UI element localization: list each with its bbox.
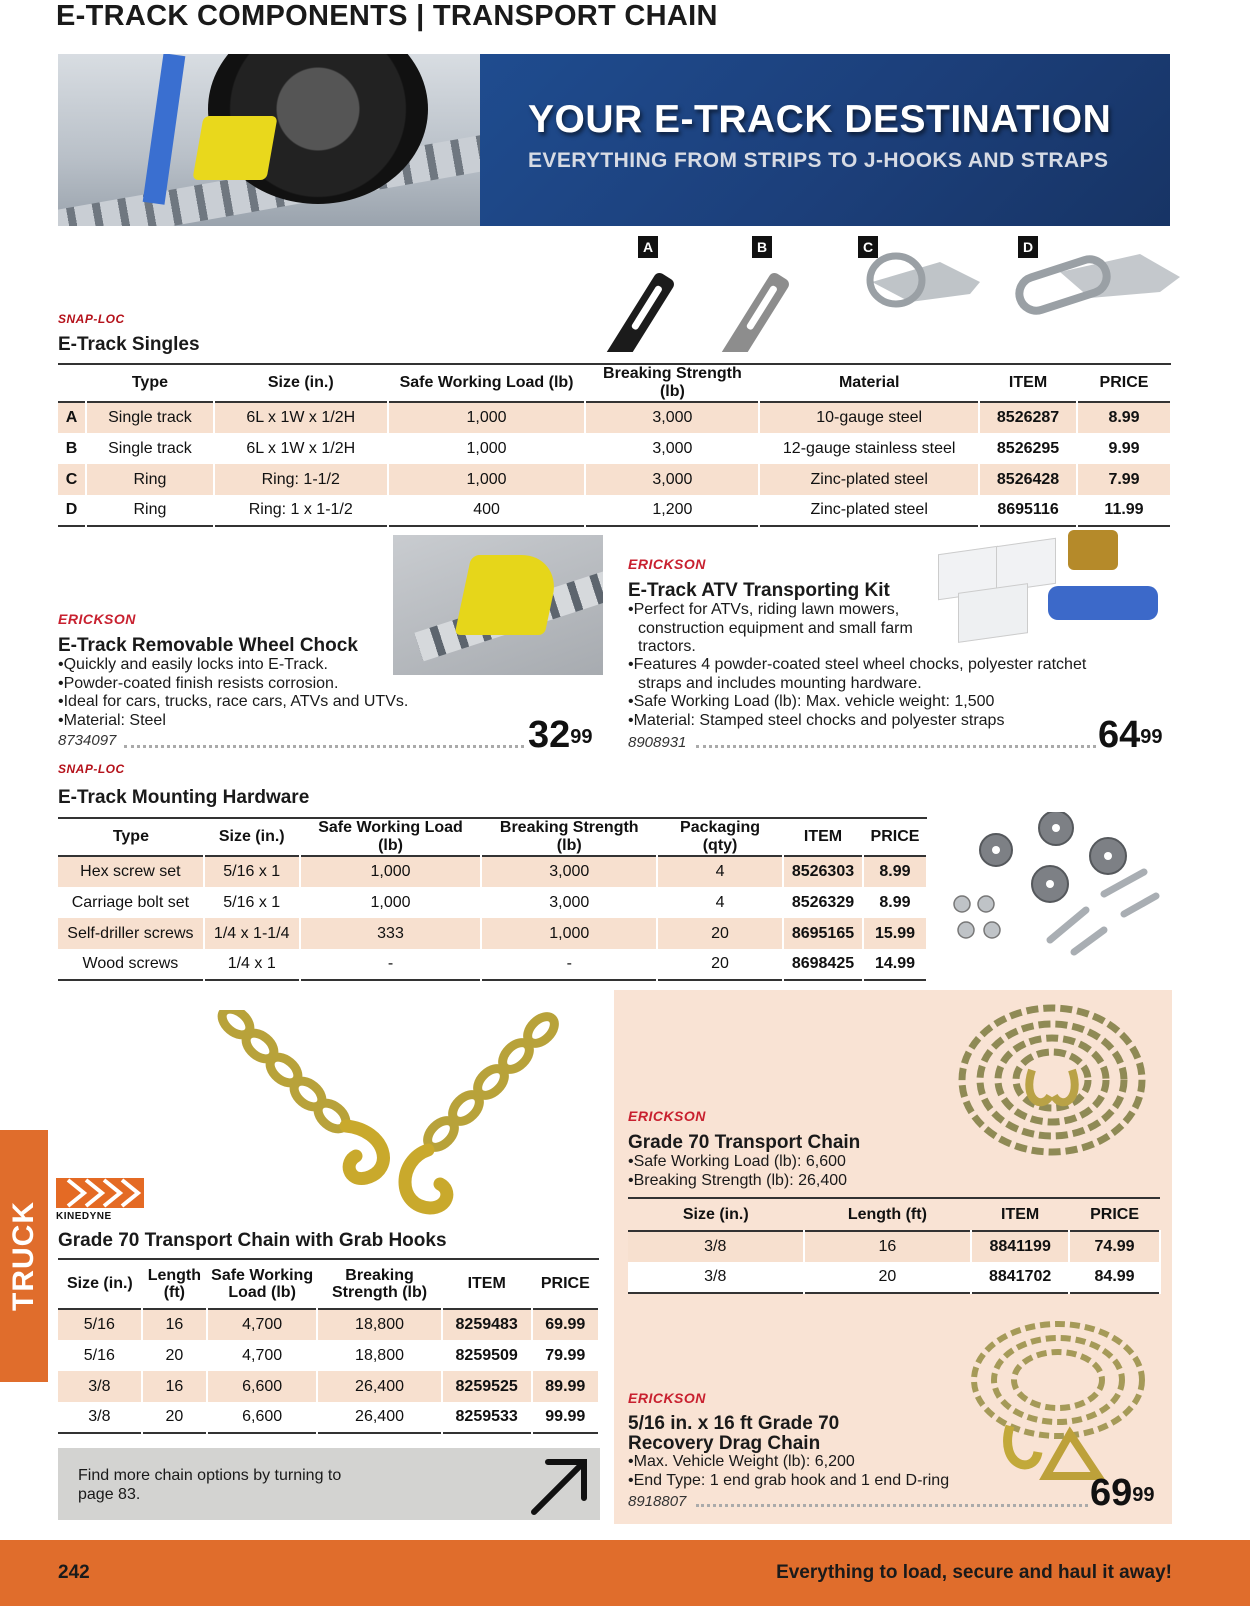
- col-header-swl: Safe Working Load (lb): [399, 374, 574, 391]
- col-header-size: Size (in.): [66, 1275, 133, 1292]
- erickson-logo: ERICKSON: [628, 1108, 706, 1124]
- cell-type: Single track: [86, 433, 214, 464]
- cell-swl: 1,000: [388, 464, 586, 495]
- cell-length: 20: [804, 1262, 972, 1293]
- table-row: [58, 887, 927, 918]
- cell-item: 8259533: [442, 1402, 532, 1433]
- cell-size: 5/16 x 1: [204, 887, 300, 918]
- col-header-size: Size (in.): [682, 1205, 749, 1223]
- table-row: [628, 1262, 1160, 1293]
- feature-bullet: • Safe Working Load (lb): Max. vehicle weight: 1,500: [628, 693, 1088, 712]
- feature-bullet: • Material: Steel: [58, 712, 498, 731]
- cell-item: 8526295: [979, 433, 1077, 464]
- table-row: [58, 433, 1171, 464]
- atv-kit-features: [628, 601, 938, 657]
- cell-size: 5/16: [58, 1309, 142, 1340]
- cell-size: Ring: 1-1/2: [214, 464, 388, 495]
- price-cents: 99: [1140, 726, 1163, 748]
- cell-swl: 1,000: [300, 856, 482, 887]
- etrack-singles-title: E-Track Singles: [58, 334, 200, 355]
- cell-swl: 400: [388, 495, 586, 526]
- atv-kit-photo: [938, 530, 1178, 650]
- cell-price: 11.99: [1077, 495, 1171, 526]
- mounting-hardware-photo: [944, 812, 1174, 962]
- grab-hooks-title: Grade 70 Transport Chain with Grab Hooks: [58, 1230, 447, 1251]
- cell-item: 8259483: [442, 1309, 532, 1340]
- cell-price: 84.99: [1069, 1262, 1160, 1293]
- cell-bs: 3,000: [585, 402, 759, 433]
- cell-type: Wood screws: [58, 949, 204, 980]
- table-row: [58, 949, 927, 980]
- feature-bullet: • Ideal for cars, trucks, race cars, ATVs and UTVs.: [58, 693, 498, 712]
- cell-size: 3/8: [58, 1371, 142, 1402]
- photo-letter-a: A: [638, 236, 658, 258]
- cell-item: 8698425: [783, 949, 863, 980]
- cell-length: 16: [142, 1371, 207, 1402]
- etrack-fittings-illustration: [600, 232, 1180, 352]
- cell-swl: 6,600: [207, 1402, 317, 1433]
- cell-length: 20: [142, 1402, 207, 1433]
- col-header-swl: Safe Working Load (lb): [211, 1267, 314, 1301]
- drag-chain-title-line1: 5/16 in. x 16 ft Grade 70: [628, 1413, 840, 1434]
- more-chain-options-text: Find more chain options by turning to page 83.: [78, 1467, 342, 1503]
- erickson-logo: ERICKSON: [628, 1390, 706, 1406]
- cell-swl: -: [300, 949, 482, 980]
- col-header-item: ITEM: [1008, 374, 1048, 391]
- photo-letter-c: C: [858, 236, 878, 258]
- coiled-chain-photo: [952, 1000, 1152, 1160]
- kinedyne-logo: KINEDYNE: [56, 1211, 112, 1222]
- cell-price: 7.99: [1077, 464, 1171, 495]
- grab-hook-chain-photo: [216, 1010, 561, 1215]
- col-header-item: ITEM: [1001, 1205, 1040, 1223]
- col-header-material: Material: [838, 374, 900, 391]
- cell-type: Single track: [86, 402, 214, 433]
- atv-kit-item-number: 8908931: [628, 734, 687, 751]
- col-header-qty: Packaging (qty): [680, 819, 761, 854]
- cell-item: 8526303: [783, 856, 863, 887]
- cell-price: 8.99: [863, 856, 927, 887]
- wheel-chock-features: [58, 656, 498, 730]
- drag-chain-features: [628, 1453, 1008, 1490]
- cell-bs: -: [481, 949, 657, 980]
- col-header-item: ITEM: [467, 1275, 506, 1292]
- cell-swl: 6,600: [207, 1371, 317, 1402]
- cell-bs: 3,000: [585, 464, 759, 495]
- leader-dots: [124, 745, 524, 748]
- atv-kit-features-more: [628, 656, 1088, 730]
- table-row: [58, 856, 927, 887]
- atv-kit-price: [1098, 716, 1163, 754]
- feature-bullet: • End Type: 1 end grab hook and 1 end D-ring: [628, 1472, 1008, 1491]
- price-dollars: 64: [1098, 714, 1141, 756]
- cell-item: 8841702: [971, 1262, 1069, 1293]
- cell-price: 79.99: [532, 1340, 599, 1371]
- price-cents: 99: [570, 726, 593, 748]
- col-header-size: Size (in.): [267, 374, 334, 391]
- atv-on-trailer-photo: [58, 54, 480, 226]
- leader-dots: [696, 1504, 1088, 1507]
- cell-price: 8.99: [863, 887, 927, 918]
- arrow-up-right-icon: [528, 1454, 590, 1516]
- row-letter: B: [58, 433, 86, 464]
- cell-size: 1/4 x 1-1/4: [204, 918, 300, 949]
- feature-bullet: • Perfect for ATVs, riding lawn mowers, construction equipment and small farm tractors.: [628, 601, 938, 657]
- col-header-type: Type: [131, 374, 168, 391]
- table-row: [58, 1340, 599, 1371]
- cell-bs: 1,200: [585, 495, 759, 526]
- leader-dots: [696, 745, 1096, 748]
- cell-size: 5/16: [58, 1340, 142, 1371]
- etrack-singles-photos: [600, 232, 1180, 352]
- cell-bs: 1,000: [481, 918, 657, 949]
- feature-bullet: • Features 4 powder-coated steel wheel chocks, polyester ratchet straps and includes mounting hardware.: [628, 656, 1088, 693]
- table-row: [58, 1371, 599, 1402]
- cell-type: Ring: [86, 495, 214, 526]
- cell-swl: 333: [300, 918, 482, 949]
- transport-chain-title: Grade 70 Transport Chain: [628, 1132, 861, 1153]
- col-header-bs: Breaking Strength (lb): [603, 365, 742, 400]
- footer-slogan: Everything to load, secure and haul it away!: [776, 1562, 1172, 1583]
- drag-chain-price: [1090, 1474, 1155, 1512]
- cell-swl: 4,700: [207, 1340, 317, 1371]
- cell-swl: 1,000: [388, 402, 586, 433]
- col-header-price: PRICE: [1099, 374, 1149, 391]
- side-tab-label: TRUCK: [7, 1201, 40, 1311]
- cell-item: 8526428: [979, 464, 1077, 495]
- col-header-price: PRICE: [540, 1275, 590, 1292]
- cell-price: 8.99: [1077, 402, 1171, 433]
- erickson-logo: ERICKSON: [58, 611, 136, 627]
- cell-qty: 4: [657, 856, 783, 887]
- cell-bs: 26,400: [317, 1402, 442, 1433]
- cell-bs: 18,800: [317, 1340, 442, 1371]
- wheel-chock-photo: [393, 535, 603, 675]
- kinedyne-logo-mark: [56, 1178, 146, 1212]
- cell-price: 14.99: [863, 949, 927, 980]
- price-dollars: 32: [528, 714, 571, 756]
- price-dollars: 69: [1090, 1472, 1133, 1514]
- page-number: 242: [58, 1562, 90, 1583]
- mounting-hardware-title: E-Track Mounting Hardware: [58, 787, 310, 808]
- snaploc-logo: SNAP-LOC: [58, 762, 125, 776]
- col-header-price: PRICE: [1090, 1205, 1139, 1223]
- cell-swl: 1,000: [388, 433, 586, 464]
- cell-qty: 4: [657, 887, 783, 918]
- cell-price: 9.99: [1077, 433, 1171, 464]
- cell-length: 20: [142, 1340, 207, 1371]
- feature-bullet: • Material: Stamped steel chocks and polyester straps: [628, 712, 1088, 731]
- banner-headline: YOUR E-TRACK DESTINATION: [528, 98, 1112, 141]
- cell-price: 15.99: [863, 918, 927, 949]
- table-row: [58, 1309, 599, 1340]
- feature-bullet: • Breaking Strength (lb): 26,400: [628, 1172, 948, 1191]
- table-row: [58, 402, 1171, 433]
- cell-item: 8841199: [971, 1231, 1069, 1262]
- cell-size: 6L x 1W x 1/2H: [214, 433, 388, 464]
- hero-banner: [58, 54, 1170, 226]
- feature-bullet: • Quickly and easily locks into E-Track.: [58, 656, 498, 675]
- wheel-chock-title: E-Track Removable Wheel Chock: [58, 635, 358, 656]
- photo-letter-d: D: [1018, 236, 1038, 258]
- feature-bullet: • Max. Vehicle Weight (lb): 6,200: [628, 1453, 1008, 1472]
- col-header-size: Size (in.): [218, 828, 285, 845]
- cell-size: 5/16 x 1: [204, 856, 300, 887]
- cell-length: 16: [142, 1309, 207, 1340]
- cell-material: 10-gauge steel: [759, 402, 979, 433]
- cell-item: 8526287: [979, 402, 1077, 433]
- cell-bs: 3,000: [481, 887, 657, 918]
- cell-type: Carriage bolt set: [58, 887, 204, 918]
- cell-qty: 20: [657, 918, 783, 949]
- wheel-chock-price: [528, 716, 593, 754]
- table-row: [58, 918, 927, 949]
- cell-size: 1/4 x 1: [204, 949, 300, 980]
- cell-bs: 26,400: [317, 1371, 442, 1402]
- page-footer: [0, 1540, 1250, 1606]
- col-header-bs: Breaking Strength (lb): [331, 1267, 428, 1301]
- banner-text-panel: [480, 54, 1170, 226]
- cell-material: Zinc-plated steel: [759, 464, 979, 495]
- row-letter: A: [58, 402, 86, 433]
- drag-chain-title: [628, 1414, 839, 1454]
- cell-item: 8695165: [783, 918, 863, 949]
- cell-price: 99.99: [532, 1402, 599, 1433]
- cell-bs: 18,800: [317, 1309, 442, 1340]
- cell-size: Ring: 1 x 1-1/2: [214, 495, 388, 526]
- mounting-hardware-table: [58, 817, 928, 981]
- more-chain-options-callout[interactable]: [58, 1448, 600, 1520]
- cell-price: 89.99: [532, 1371, 599, 1402]
- cell-size: 6L x 1W x 1/2H: [214, 402, 388, 433]
- transport-chain-features: [628, 1153, 948, 1190]
- atv-kit-title: E-Track ATV Transporting Kit: [628, 580, 890, 601]
- cell-item: 8259525: [442, 1371, 532, 1402]
- col-header-price: PRICE: [870, 828, 920, 845]
- col-header-length: Length (ft): [147, 1267, 202, 1301]
- transport-chain-table: [628, 1197, 1161, 1294]
- cell-type: Self-driller screws: [58, 918, 204, 949]
- cell-size: 3/8: [628, 1231, 804, 1262]
- col-header-item: ITEM: [803, 828, 843, 845]
- drag-chain-item-number: 8918807: [628, 1493, 687, 1510]
- col-header-swl: Safe Working Load (lb): [318, 819, 463, 854]
- cell-type: Hex screw set: [58, 856, 204, 887]
- page-title: E-TRACK COMPONENTS | TRANSPORT CHAIN: [56, 0, 718, 32]
- table-row: [628, 1231, 1160, 1262]
- cell-price: 69.99: [532, 1309, 599, 1340]
- cell-bs: 3,000: [481, 856, 657, 887]
- erickson-logo: ERICKSON: [628, 556, 706, 572]
- table-row: [58, 1402, 599, 1433]
- cell-qty: 20: [657, 949, 783, 980]
- cell-item: 8695116: [979, 495, 1077, 526]
- drag-chain-title-line2: Recovery Drag Chain: [628, 1433, 821, 1454]
- cell-material: Zinc-plated steel: [759, 495, 979, 526]
- cell-size: 3/8: [628, 1262, 804, 1293]
- cell-material: 12-gauge stainless steel: [759, 433, 979, 464]
- col-header-length: Length (ft): [847, 1205, 927, 1223]
- cell-item: 8259509: [442, 1340, 532, 1371]
- col-header-type: Type: [112, 828, 149, 845]
- col-header-bs: Breaking Strength (lb): [499, 819, 639, 854]
- feature-bullet: • Safe Working Load (lb): 6,600: [628, 1153, 948, 1172]
- photo-letter-b: B: [752, 236, 772, 258]
- wheel-chock-item-number: 8734097: [58, 732, 117, 749]
- cell-price: 74.99: [1069, 1231, 1160, 1262]
- banner-subheadline: EVERYTHING FROM STRIPS TO J-HOOKS AND STRAPS: [528, 149, 1109, 172]
- cell-length: 16: [804, 1231, 972, 1262]
- table-row: [58, 464, 1171, 495]
- cell-swl: 1,000: [300, 887, 482, 918]
- grab-hooks-table: [58, 1258, 600, 1434]
- cell-item: 8526329: [783, 887, 863, 918]
- etrack-singles-table: [58, 363, 1172, 527]
- table-row: [58, 495, 1171, 526]
- section-side-tab: [0, 1130, 48, 1382]
- cell-type: Ring: [86, 464, 214, 495]
- cell-swl: 4,700: [207, 1309, 317, 1340]
- snaploc-logo: SNAP-LOC: [58, 312, 125, 326]
- cell-size: 3/8: [58, 1402, 142, 1433]
- price-cents: 99: [1132, 1484, 1155, 1506]
- cell-bs: 3,000: [585, 433, 759, 464]
- row-letter: D: [58, 495, 86, 526]
- row-letter: C: [58, 464, 86, 495]
- feature-bullet: • Powder-coated finish resists corrosion.: [58, 675, 498, 694]
